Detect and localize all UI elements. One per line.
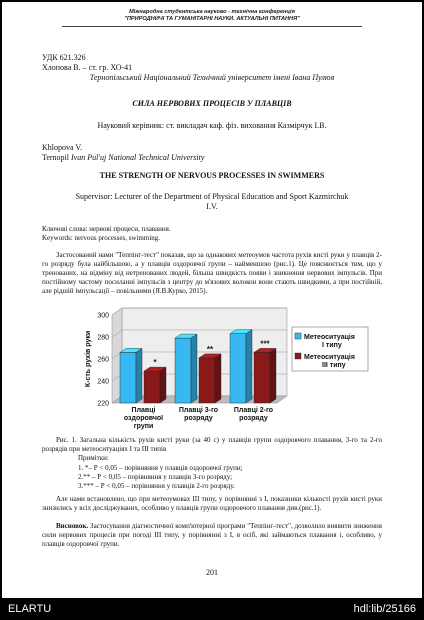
- legend-label: Метеоситуація ІІІ типу: [304, 354, 355, 369]
- supervisor-ua: Науковий керівник: ст. викладач каф. фіз. виховання Казмірчук І.В.: [97, 121, 327, 130]
- conclusions-text: Застосування діагностичної комп'ютерної програми "Теппінг-тест", дозволило виявити зниження сили нервових процесів при погоді ІІІ типу, у порівнянні з І, в осіб, які займаються плавання і, особливо, у плавців оздоровчої групи.: [42, 522, 382, 548]
- bar-side: [191, 334, 197, 403]
- paragraph-1: Застосований нами "Теппінг-тест" показав, що за однакових метеоумов частота рухів кисті руки у плавців 2-го розряду була найбільшою, а у плавців оздоровчої групи – найменшою (рис.1). Це пояснюється тим, що у тренованих, на відміну від нетренованих людей, більша швидкість появи і зникнення нервових імпульсів. При постійному частому посиланні імпульсів з центру до м'язових волокон вони стають швидкими, а при постійній, але рідшій імпульсації – повільними (Я.В.Курко, 2015).: [42, 251, 382, 295]
- y-tick-label: 280: [97, 334, 109, 342]
- title-en: THE STRENGTH OF NERVOUS PROCESSES IN SWIMMERS: [99, 171, 325, 180]
- footer-left: ELARTU: [8, 603, 52, 615]
- note-1: 1. *– Р < 0,05 – порівняння у плавців оздоровчої групи;: [78, 464, 243, 472]
- bar: [144, 371, 160, 403]
- legend-swatch: [295, 353, 301, 359]
- y-tick-label: 220: [97, 400, 109, 408]
- significance-marker: ***: [260, 339, 270, 349]
- figure-caption: Рис. 1. Загальна кількість рухів кисті руки (за 40 с) у плавців групи оздоровчого плавання, 3-го та 2-го розрядів при метеоситуаціях І та ІІІ типів: [42, 436, 382, 453]
- bar-side: [270, 348, 276, 403]
- bar: [175, 338, 191, 403]
- conference-line-1: Міжнародна студентська науково - технічна конференція: [129, 9, 295, 15]
- bar-side: [246, 330, 252, 403]
- y-tick-label: 240: [97, 378, 109, 386]
- significance-marker: **: [206, 344, 214, 354]
- conclusions-label: Висновок.: [56, 522, 89, 530]
- conference-header: [2, 9, 422, 23]
- university-en-prefix: Ternopil: [42, 153, 71, 162]
- udc-code: УДК 621.326: [42, 53, 86, 62]
- bar-side: [160, 367, 166, 403]
- note-3: 3.*** – Р < 0,05 – порівняння у плавців 2-го розряду.: [78, 482, 235, 490]
- chart-svg: [82, 305, 372, 441]
- paragraph-2: Але нами встановлено, що при метеоумовах ІІІ типу, у порівнянні з І, показники кількості рухів кисті руки знизились у всіх досліджуваних, особливо у плавців групи оздоровчого плавання див.(рис.1).: [42, 495, 382, 512]
- supervisor-en: Supervisor: Lecturer of the Department of Physical Education and Sport Kazmirchuk I.V.: [75, 192, 349, 211]
- bar-side: [136, 348, 142, 403]
- title-ua: СИЛА НЕРВОВИХ ПРОЦЕСІВ У ПЛАВЦІВ: [132, 99, 292, 108]
- bar: [254, 352, 270, 403]
- paper-page: [2, 2, 422, 598]
- y-axis-label: К-сть рухів руки: [85, 330, 92, 388]
- y-tick-label: 300: [97, 312, 109, 320]
- header-rule: [62, 26, 362, 27]
- figure-1-chart: [82, 305, 372, 441]
- bar-side: [215, 354, 221, 403]
- repository-footer: [0, 598, 424, 620]
- legend-label: Метеоситуація І типу: [304, 334, 355, 349]
- x-category-label: Плавці 3-го розряду: [178, 407, 219, 422]
- bar: [120, 352, 136, 403]
- significance-marker: *: [153, 358, 157, 368]
- university-ua: Тернопільський Національний Технічний університет імені Івана Пулюя: [89, 73, 335, 82]
- page-number: 201: [206, 568, 218, 577]
- legend-swatch: [295, 333, 301, 339]
- note-2: 2.** – Р < 0,05 – порівняння у плавців 3-го розряду;: [78, 473, 233, 481]
- x-category-label: Плавці оздоровчої групи: [123, 407, 164, 430]
- author-ua: Хлопова В. – ст. гр. ХО-41: [42, 63, 133, 72]
- notes-title: Примітки:: [78, 454, 109, 462]
- university-en: [42, 153, 382, 163]
- author-en: Khlopova V.: [42, 143, 83, 152]
- keywords-ua: Ключові слова: нервові процеси, плавання.: [42, 225, 171, 233]
- y-tick-label: 260: [97, 356, 109, 364]
- x-category-label: Плавці 2-го розряду: [233, 407, 274, 422]
- keywords-en: Keywords: nervous processes, swimming.: [42, 234, 161, 242]
- bar: [230, 334, 246, 403]
- footer-right[interactable]: hdl:lib/25166: [353, 603, 416, 615]
- conference-line-2: "ПРИРОДНИЧІ ТА ГУМАНІТАРНІ НАУКИ. АКТУАЛЬНІ ПИТАННЯ": [124, 16, 300, 22]
- conclusions: [42, 522, 382, 549]
- bar: [199, 358, 215, 403]
- university-en-name: Ivan Pul'uj National Technical University: [71, 153, 205, 162]
